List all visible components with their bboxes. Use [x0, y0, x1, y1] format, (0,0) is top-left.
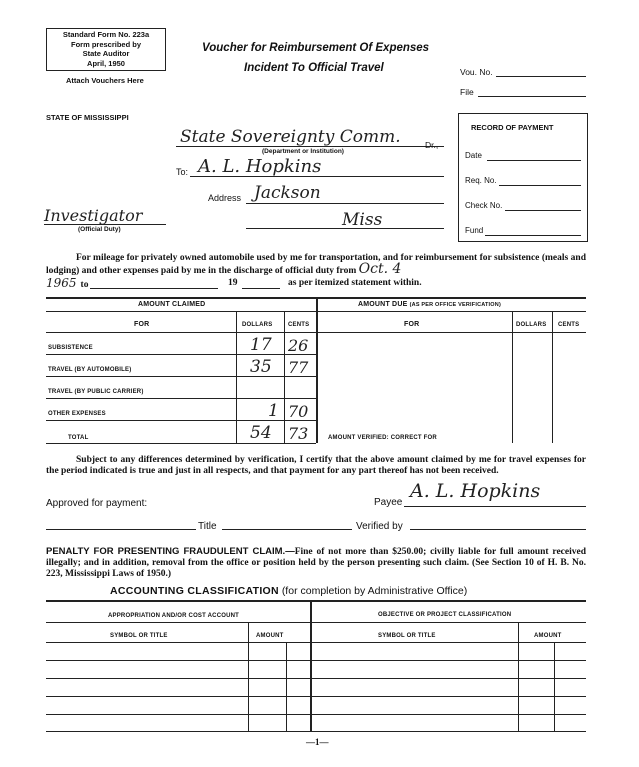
form-date: April, 1950 [87, 58, 125, 68]
objective-header: OBJECTIVE OR PROJECT CLASSIFICATION [378, 612, 512, 618]
title-label: Title [198, 521, 217, 532]
file-label: File [460, 87, 474, 97]
itemized-text: as per itemized statement within. [288, 278, 422, 288]
mileage-text: For mileage for privately owned automobile used by me for transportation, and for reimbursement for subsistence (meals and lodging) and other expenses paid by me in the discharge of official duty from [46, 253, 586, 276]
claimed-cents-header: CENTS [288, 322, 310, 328]
row-dollars: 1 [268, 401, 279, 421]
address-line1-value: Jackson [254, 183, 321, 203]
accounting-table [46, 600, 586, 732]
record-date-label: Date [465, 151, 482, 160]
claimed-for-header: FOR [134, 321, 150, 328]
record-fund-label: Fund [465, 226, 484, 235]
appropriation-header: APPROPRIATION AND/OR COST ACCOUNT [108, 613, 240, 619]
form-auditor: State Auditor [82, 49, 130, 58]
from-date-value: Oct. 4 [358, 261, 402, 277]
voucher-number-label: Vou. No. [460, 67, 493, 77]
row-cents: 77 [288, 358, 309, 377]
file-field[interactable] [478, 96, 586, 97]
penalty-heading: PENALTY FOR PRESENTING FRAUDULENT CLAIM.— [46, 546, 295, 557]
date-range-line [46, 278, 586, 291]
official-duty-caption: (Official Duty) [78, 226, 121, 233]
verified-by-label: Verified by [356, 521, 403, 532]
record-check-field[interactable] [505, 210, 581, 211]
left-amount-header: AMOUNT [256, 633, 284, 639]
row-dollars: 54 [250, 423, 272, 443]
amount-table [46, 297, 586, 444]
record-fund-field[interactable] [485, 235, 581, 236]
row-label: TRAVEL (BY PUBLIC CARRIER) [48, 389, 144, 395]
row-dollars: 35 [250, 357, 272, 377]
row-label: TOTAL [68, 435, 89, 441]
amount-due-header: AMOUNT DUE (AS PER OFFICE VERIFICATION) [358, 301, 501, 308]
due-for-header: FOR [404, 321, 420, 328]
to-word: to [80, 280, 89, 290]
amount-claimed-header: AMOUNT CLAIMED [138, 301, 206, 308]
certification-text: Subject to any differences determined by verification, I certify that the above amount claimed by me for travel expenses for the period indicated is true and just in all respects, and that payment for any part thereof has not been received. [46, 455, 586, 476]
record-req-label: Req. No. [465, 176, 497, 185]
record-check-label: Check No. [465, 201, 503, 210]
row-label: SUBSISTENCE [48, 345, 93, 351]
due-dollars-header: DOLLARS [516, 322, 547, 328]
penalty-body: Fine of not more than $250.00; civilly liable for full amount received illegally; and in addition, removal from the office or position held by the person presenting such claim. (See Section 10 of H. B. No. 223, Mississippi Laws of 1950.) [46, 547, 586, 579]
penalty-text [46, 546, 586, 580]
record-req-field[interactable] [499, 185, 581, 186]
official-duty-value: Investigator [44, 206, 143, 225]
voucher-number-field[interactable] [496, 76, 586, 77]
address-line2-value: Miss [342, 210, 383, 230]
row-cents: 70 [288, 402, 309, 421]
nineteen-label: 19 [228, 278, 238, 288]
accounting-classification-title: ACCOUNTING CLASSIFICATION (for completion by Administrative Office) [110, 585, 468, 597]
to-label: To: [176, 167, 189, 177]
row-label: OTHER EXPENSES [48, 411, 106, 417]
attach-vouchers-label: Attach Vouchers Here [66, 76, 144, 85]
form-title-line1: Voucher for Reimbursement Of Expenses [202, 42, 430, 54]
page-number: —1— [306, 737, 329, 747]
form-title-line2: Incident To Official Travel [244, 62, 384, 74]
state-label: STATE OF MISSISSIPPI [46, 113, 129, 122]
due-cents-header: CENTS [558, 322, 580, 328]
department-value: State Sovereignty Comm. [180, 127, 401, 147]
left-symbol-header: SYMBOL OR TITLE [110, 633, 168, 639]
address-label: Address [208, 193, 242, 203]
right-amount-header: AMOUNT [534, 633, 562, 639]
record-of-payment-box [458, 113, 588, 242]
payee-signature: A. L. Hopkins [410, 480, 541, 502]
form-prescribed: Form prescribed by [70, 39, 142, 49]
form-number: Standard Form No. 223a [62, 30, 150, 39]
amount-verified-label: AMOUNT VERIFIED: CORRECT FOR [328, 435, 437, 441]
claimed-dollars-header: DOLLARS [242, 322, 273, 328]
approved-label: Approved for payment: [46, 498, 148, 509]
row-dollars: 17 [250, 335, 272, 355]
year-value: 1965 [46, 276, 77, 290]
dr-label: Dr., [425, 140, 439, 150]
payee-name-value: A. L. Hopkins [198, 156, 322, 177]
payee-label: Payee [374, 497, 403, 508]
right-symbol-header: SYMBOL OR TITLE [378, 633, 436, 639]
row-cents: 73 [288, 424, 309, 443]
record-title: RECORD OF PAYMENT [471, 123, 554, 132]
record-date-field[interactable] [487, 160, 581, 161]
row-cents: 26 [288, 336, 309, 355]
mileage-paragraph [46, 253, 586, 277]
form-number-box [46, 28, 166, 71]
row-label: TRAVEL (BY AUTOMOBILE) [48, 367, 132, 373]
department-caption: (Department or Institution) [262, 148, 344, 155]
